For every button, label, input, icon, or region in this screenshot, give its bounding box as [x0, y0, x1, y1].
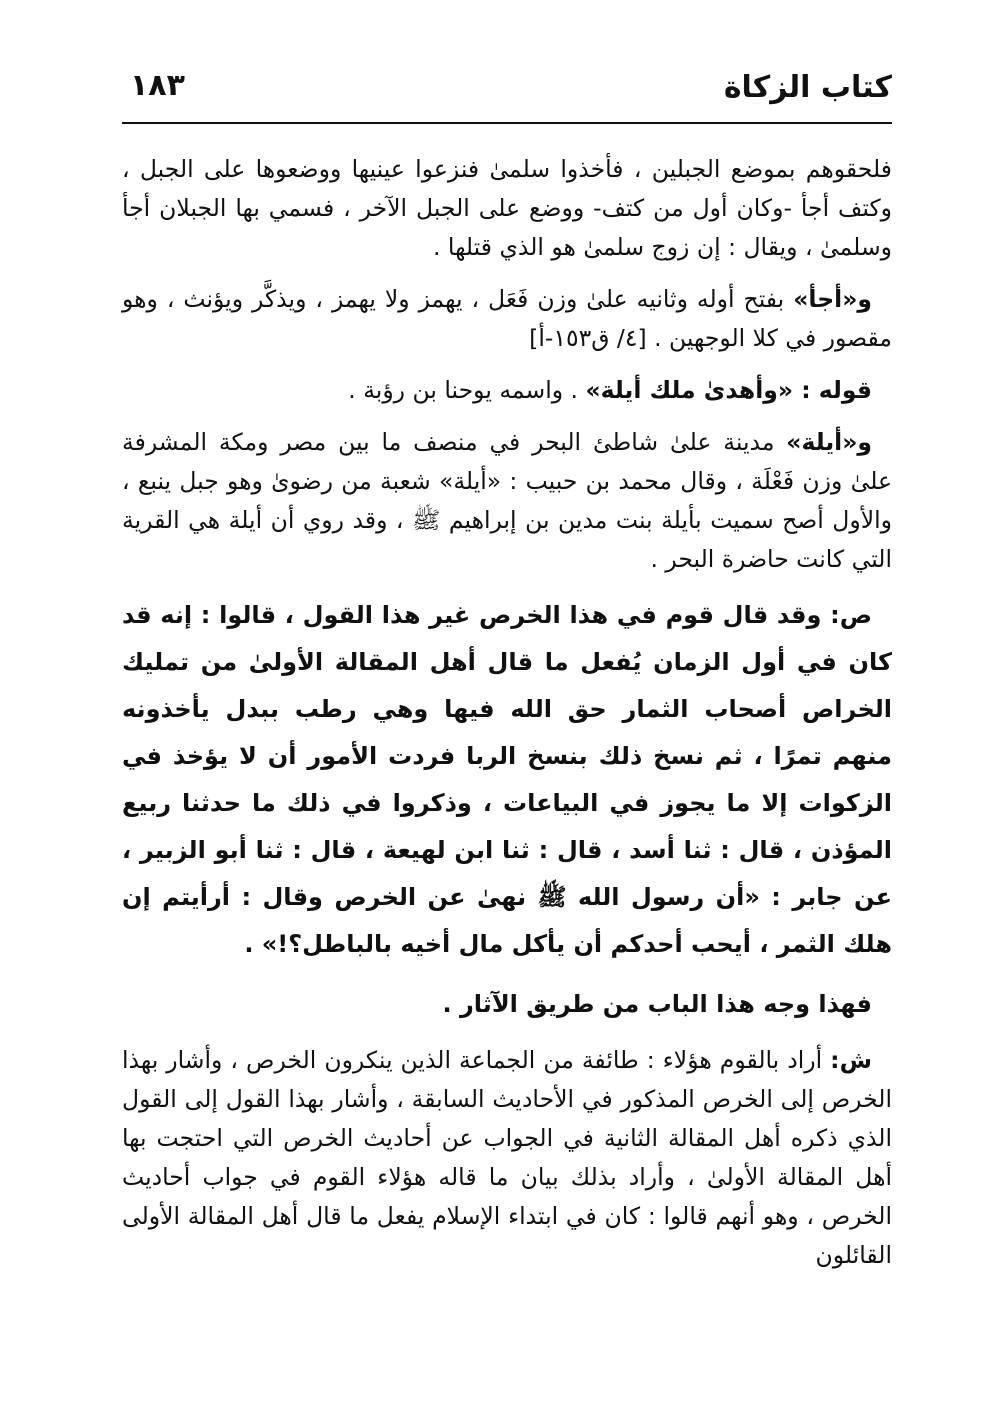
header-divider	[122, 122, 892, 124]
paragraph-ayla	[122, 423, 892, 579]
paragraph-king-of-ayla	[122, 371, 892, 410]
paragraph-text: بفتح أوله وثانيه علىٰ وزن فَعَل ، يهمز ولا يهمز ، ويذكَّر ويؤنث ، وهو مقصور في كلا الوجهين . [٤/ ق١٥٣-أ]	[122, 285, 892, 352]
book-title: كتاب الزكاة	[723, 70, 892, 105]
paragraph-conclusion: فهذا وجه هذا الباب من طريق الآثار .	[442, 990, 872, 1018]
paragraph-lead: و«أيلة»	[786, 428, 872, 456]
paragraph-text: فلحقوهم بموضع الجبلين ، فأخذوا سلمىٰ فنزعوا عينيها ووضعوها على الجبل ، وكتف أجأ -وكان أول من كتف- ووضع على الجبل الآخر ، فسمي بها الجبلان أجأ وسلمىٰ ، ويقال : إن زوج سلمىٰ هو الذي قتلها .	[122, 155, 892, 261]
paragraph-text: أراد بالقوم هؤلاء : طائفة من الجماعة الذين ينكرون الخرص ، وأشار بهذا الخرص إلى الخرص المذكور في الأحاديث السابقة ، وأشار بهذا القول إلى القول الذي ذكره أهل المقالة الثانية في الجواب عن أحاديث الخرص التي احتجت بها أهل المقالة الأولىٰ ، وأراد بذلك بيان ما قاله هؤلاء القوم في جواب أحاديث الخرص ، وهو أنهم قالوا : كان في ابتداء الإسلام يفعل ما قال أهل المقالة الأولى القائلون	[122, 1046, 892, 1269]
paragraph-main-text: ص: وقد قال قوم في هذا الخرص غير هذا القول ، قالوا : إنه قد كان في أول الزمان يُفعل ما قال أهل المقالة الأولىٰ من تمليك الخراص أصحاب الثمار حق الله فيها وهي رطب ببدل يأخذونه منهم تمرًا ، ثم نسخ ذلك بنسخ الربا فردت الأمور أن لا يؤخذ في الزكوات إلا ما يجوز في البياعات ، وذكروا في ذلك ما حدثنا ربيع المؤذن ، قال : ثنا أسد ، قال : ثنا ابن لهيعة ، قال : ثنا أبو الزبير ، عن جابر : «أن رسول الله ﷺ نهىٰ عن الخرص وقال : أرأيتم إن هلك الثمر ، أيحب أحدكم أن يأكل مال أخيه بالباطل؟!» .	[122, 601, 892, 958]
running-header	[122, 66, 892, 116]
paragraph-text: مدينة علىٰ شاطئ البحر في منصف ما بين مصر ومكة المشرفة علىٰ وزن فَعْلَة ، وقال محمد بن حبيب : «أيلة» شعبة من رضوىٰ وهو جبل ينبع ، والأول أصح سميت بأيلة بنت مدين بن إبراهيم ﷺ ، وقد روي أن أيلة هي القرية التي كانت حاضرة البحر .	[122, 428, 892, 573]
paragraph-lead: و«أجأ»	[793, 285, 872, 313]
page-number: ١٨٣	[130, 68, 185, 103]
paragraph-lead: قوله : «وأهدىٰ ملك أيلة»	[585, 376, 872, 404]
paragraph-mountains	[122, 150, 892, 267]
paragraph-aja	[122, 280, 892, 358]
paragraph-commentary	[122, 1041, 892, 1275]
page-body	[122, 150, 892, 1288]
book-page	[122, 66, 892, 1269]
paragraph-lead: ش:	[830, 1046, 872, 1074]
paragraph-text: . واسمه يوحنا بن رؤبة .	[348, 376, 586, 404]
